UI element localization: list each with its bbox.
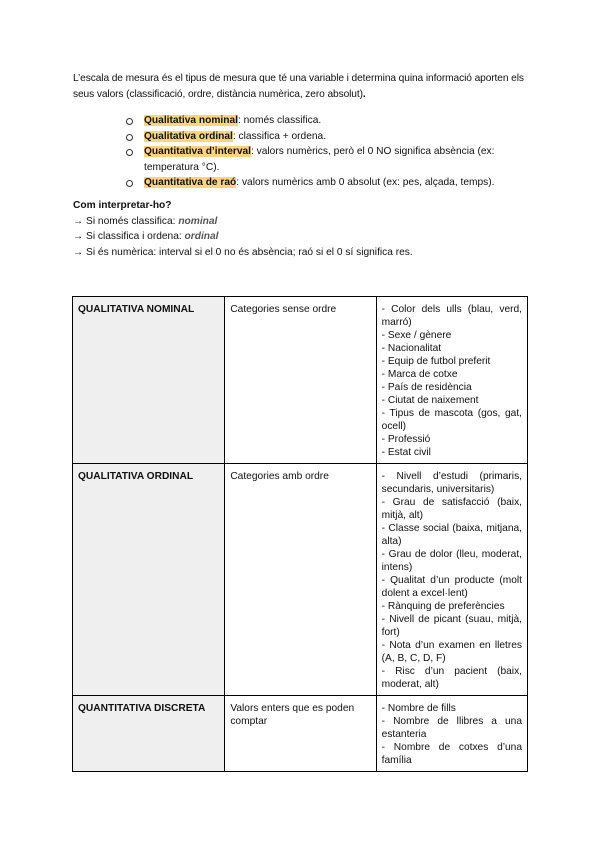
howto-title: Com interpretar-ho? bbox=[73, 200, 172, 211]
example-item: - Equip de futbol preferit bbox=[381, 356, 491, 367]
howto-line-term: ordinal bbox=[184, 231, 219, 242]
example-item: - Qualitat d’un producte (molt dolent a excel·lent) bbox=[381, 575, 522, 599]
example-item: - Grau de satisfacció (baix, mitjà, alt) bbox=[381, 497, 522, 521]
example-item: - País de residència bbox=[381, 382, 472, 393]
row-name: QUANTITATIVA DISCRETA bbox=[73, 696, 225, 772]
scale-term: Qualitativa ordinal bbox=[144, 130, 233, 142]
example-item: - Risc d’un pacient (baix, moderat, alt) bbox=[381, 666, 522, 690]
howto-line bbox=[73, 245, 533, 261]
list-item bbox=[126, 175, 531, 191]
intro-paragraph bbox=[73, 71, 533, 102]
list-item bbox=[126, 113, 531, 129]
circle-bullet-icon bbox=[126, 149, 133, 156]
row-examples bbox=[376, 464, 527, 696]
howto-section bbox=[73, 198, 533, 260]
scale-desc: : classifica + ordena. bbox=[232, 130, 327, 142]
howto-line bbox=[73, 229, 533, 245]
scale-desc: : valors numèrics amb 0 absolut (ex: pes, alçada, temps). bbox=[236, 177, 495, 188]
example-item: - Professió bbox=[381, 434, 431, 445]
intro-text: L’escala de mesura és el tipus de mesura que té una variable i determina quina informació aporten els seus valors (classificació, ordre, distància numèrica, zero absolut) bbox=[73, 73, 524, 100]
scale-term: Quantitativa de raó bbox=[144, 177, 237, 188]
circle-bullet-icon bbox=[126, 180, 133, 187]
example-item: - Estat civil bbox=[381, 447, 431, 458]
example-item: - Nombre de cotxes d’una família bbox=[381, 742, 522, 766]
example-item: - Nombre de fills bbox=[381, 703, 456, 714]
example-item: - Rànquing de preferències bbox=[381, 601, 505, 612]
table-row bbox=[73, 464, 528, 696]
list-item bbox=[126, 144, 531, 175]
row-definition: Valors enters que es poden comptar bbox=[225, 696, 376, 772]
scale-desc: : valors numèrics, però el 0 NO significa absència (ex: temperatura °C). bbox=[144, 146, 495, 173]
example-item: - Nacionalitat bbox=[381, 343, 442, 354]
example-item: - Nivell de picant (suau, mitjà, fort) bbox=[381, 614, 522, 638]
example-item: - Nota d’un examen en lletres (A, B, C, D, F) bbox=[381, 640, 522, 664]
row-examples bbox=[376, 297, 527, 464]
example-item: - Tipus de mascota (gos, gat, ocell) bbox=[381, 408, 522, 432]
example-item: - Grau de dolor (lleu, moderat, intens) bbox=[381, 549, 522, 573]
scale-term: Quantitativa d’interval bbox=[144, 146, 251, 157]
scales-list bbox=[126, 113, 531, 191]
howto-line-text: → Si només classifica: bbox=[73, 215, 179, 227]
example-item: - Sexe / gènere bbox=[381, 330, 452, 341]
example-item: - Marca de cotxe bbox=[381, 369, 458, 380]
table-row bbox=[73, 297, 528, 464]
example-item: - Nivell d’estudi (primaris, secundaris, universitaris) bbox=[381, 471, 522, 495]
row-name: QUALITATIVA ORDINAL bbox=[73, 464, 225, 696]
circle-bullet-icon bbox=[126, 118, 133, 125]
howto-line-text: → Si classifica i ordena: bbox=[73, 231, 185, 242]
scales-table bbox=[72, 296, 528, 772]
howto-line-term: nominal bbox=[178, 215, 218, 227]
howto-line bbox=[73, 214, 533, 230]
row-examples bbox=[376, 696, 527, 772]
example-item: - Ciutat de naixement bbox=[381, 395, 479, 406]
row-name: QUALITATIVA NOMINAL bbox=[73, 297, 225, 464]
intro-end: . bbox=[362, 88, 366, 100]
row-definition: Categories sense ordre bbox=[225, 297, 376, 464]
circle-bullet-icon bbox=[126, 134, 133, 141]
table-row bbox=[73, 696, 528, 772]
list-item bbox=[126, 129, 531, 145]
example-item: - Nombre de llibres a una estanteria bbox=[381, 716, 522, 740]
scale-desc: : només classifica. bbox=[237, 115, 322, 126]
howto-line-text: → Si és numèrica: interval si el 0 no és absència; raó si el 0 sí significa res. bbox=[73, 246, 413, 258]
scale-term: Qualitativa nominal bbox=[144, 115, 238, 126]
row-definition: Categories amb ordre bbox=[225, 464, 376, 696]
example-item: - Classe social (baixa, mitjana, alta) bbox=[381, 523, 522, 547]
example-item: - Color dels ulls (blau, verd, marró) bbox=[381, 304, 522, 328]
